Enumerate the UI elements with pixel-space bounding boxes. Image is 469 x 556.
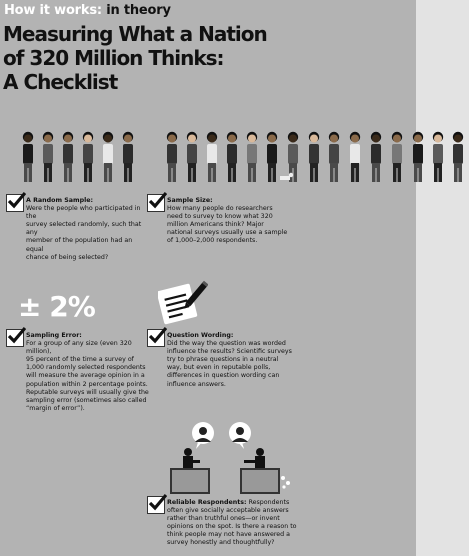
sampling-error-line: For a group of any size (even 320 million), — [26, 340, 132, 356]
checkbox-icon — [147, 329, 165, 347]
sample-size-line: of 1,000–2,000 respondents. — [167, 237, 258, 245]
random-sample-line: chance of being selected? — [26, 253, 109, 261]
sample-size-line: million Americans think? Major — [167, 221, 264, 229]
title-line-2: of 320 Million Thinks: — [3, 46, 224, 70]
sampling-error-line: 95 percent of the time a survey of — [26, 356, 134, 364]
person-figure — [227, 132, 237, 182]
random-sample-label: A Random Sample: — [26, 197, 94, 204]
reliable-respondents-line: think people may not have answered a — [167, 531, 291, 539]
kicker — [4, 3, 171, 18]
sample-size-item — [167, 197, 292, 246]
random-sample-line: survey selected randomly, such that any — [26, 221, 142, 237]
people-group-left — [23, 132, 133, 182]
page-title — [3, 22, 267, 94]
person-figure — [103, 132, 113, 182]
sample-size-line: need to survey to know what 320 — [167, 213, 273, 221]
checkbox-icon — [147, 496, 165, 514]
random-sample-item — [26, 197, 151, 262]
checkbox-icon — [147, 194, 165, 212]
random-sample-line: Were the people who participated in the — [26, 205, 141, 221]
sampling-error-line: will measure the average opinion in a — [26, 372, 145, 380]
person-figure — [371, 132, 381, 182]
reliable-respondents-label: Reliable Respondents: — [167, 499, 247, 506]
person-figure — [207, 132, 217, 182]
question-wording-line: influence the results? Scientific surveys — [167, 348, 292, 356]
speech-bubble-icon — [229, 422, 251, 449]
right-margin-strip — [416, 0, 469, 556]
speech-bubble-icon — [192, 422, 214, 449]
person-figure — [329, 132, 339, 182]
sample-size-line: How many people do researchers — [167, 205, 273, 213]
person-figure — [413, 132, 423, 182]
random-sample-line: member of the population had an equal — [26, 237, 133, 253]
question-wording-line: way, but even in reputable polls, — [167, 364, 271, 372]
question-wording-item — [167, 332, 297, 389]
sampling-error-label: Sampling Error: — [26, 332, 82, 339]
reliable-respondents-item — [167, 499, 305, 548]
person-figure — [350, 132, 360, 182]
people-group-right — [167, 132, 463, 182]
person-figure — [43, 132, 53, 182]
person-figure — [23, 132, 33, 182]
sampling-error-figure: ± 2% — [18, 290, 95, 323]
question-wording-line: influence answers. — [167, 380, 226, 388]
question-wording-label: Question Wording: — [167, 332, 234, 339]
person-figure — [187, 132, 197, 182]
person-figure — [63, 132, 73, 182]
sampling-error-item — [26, 332, 156, 413]
sample-size-line: national surveys usually use a sample — [167, 229, 288, 237]
sampling-error-line: population within 2 percentage points. — [26, 380, 148, 388]
reliable-respondents-line: opinions on the spot. Is there a reason to — [167, 523, 297, 531]
kicker-accent: in theory — [106, 3, 171, 18]
reliable-respondents-line: often give socially acceptable answers — [167, 507, 289, 515]
reliable-respondents-line: survey honestly and thoughtfully? — [167, 539, 275, 547]
notepad-pencil-icon — [158, 280, 208, 326]
respondent-illustration — [168, 420, 296, 496]
reliable-respondents-line: rather than truthful ones—or invent — [167, 515, 280, 523]
person-figure — [83, 132, 93, 182]
person-figure — [123, 132, 133, 182]
kicker-lead: How it works: — [4, 3, 102, 18]
checkbox-icon — [6, 194, 24, 212]
sample-size-label: Sample Size: — [167, 197, 213, 204]
question-wording-line: differences in question wording can — [167, 372, 280, 380]
person-figure — [247, 132, 257, 182]
person-figure — [167, 132, 177, 182]
person-figure — [453, 132, 463, 182]
checkbox-icon — [6, 329, 24, 347]
sampling-error-line: Reputable surveys will usually give the — [26, 388, 149, 396]
people-illustration — [0, 128, 469, 190]
person-figure — [433, 132, 443, 182]
question-wording-line: Did the way the question was worded — [167, 340, 286, 348]
person-figure — [309, 132, 319, 182]
person-figure — [392, 132, 402, 182]
title-line-3: A Checklist — [3, 70, 118, 94]
person-figure — [267, 132, 277, 182]
reliable-respondents-line: Respondents — [248, 499, 290, 506]
sampling-error-line: “margin of error”). — [26, 404, 85, 412]
sampling-error-line: sampling error (sometimes also called — [26, 396, 147, 404]
question-wording-line: try to phrase questions in a neutral — [167, 356, 279, 364]
title-line-1: Measuring What a Nation — [3, 22, 267, 46]
sampling-error-line: 1,000 randomly selected respondents — [26, 364, 146, 372]
